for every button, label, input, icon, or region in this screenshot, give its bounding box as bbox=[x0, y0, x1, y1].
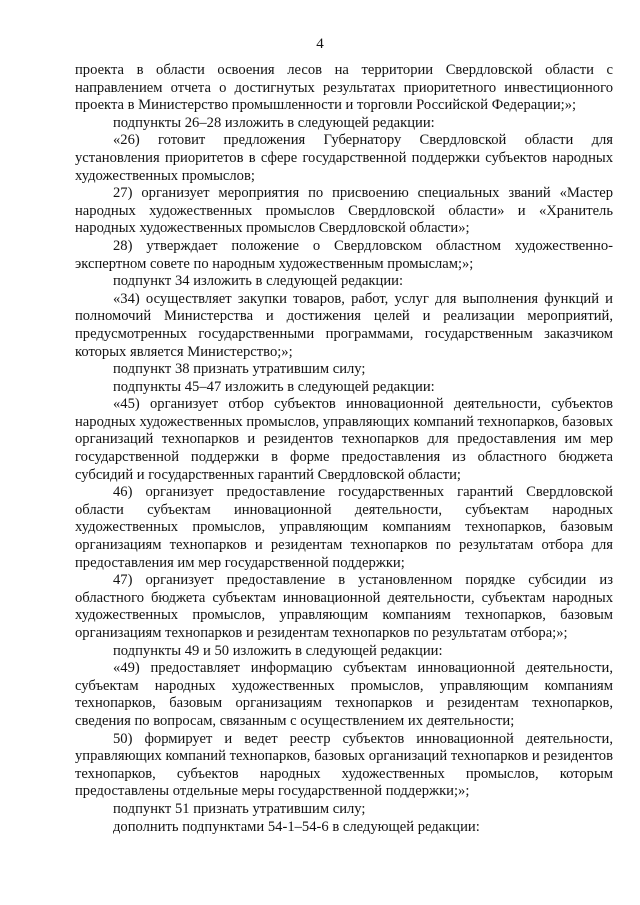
paragraph-continuation: проекта в области освоения лесов на территории Свердловской области с направлением отчета о достигнутых результатах приоритетного инвестиционного проекта в Министерство промышленности и торговли Российской Федерации;»; bbox=[75, 62, 613, 114]
paragraph-item-28: 28) утверждает положение о Свердловском областном художественно-экспертном совете по народным художественным промыслам;»; bbox=[75, 237, 613, 272]
paragraph-instruction-34: подпункт 34 изложить в следующей редакции: bbox=[113, 273, 404, 290]
paragraph-item-26: «26) готовит предложения Губернатору Свердловской области для установления приоритетов в сфере государственной поддержки субъектов народных художественных промыслов; bbox=[75, 132, 613, 184]
paragraph-item-45: «45) организует отбор субъектов инновационной деятельности, субъектов народных художественных промыслов, управляющих компаний технопарков, базовых организаций технопарков и резидентов технопарков для предоставления им мер государственной поддержки в форме предоставления из областного бюджета субсидий и государственных гарантий Свердловской области; bbox=[75, 396, 613, 483]
paragraph-instruction-26-28: подпункты 26–28 изложить в следующей редакции: bbox=[113, 114, 435, 131]
paragraph-item-27: 27) организует мероприятия по присвоению специальных званий «Мастер народных художественных промыслов Свердловской области» и «Хранитель народных художественных промыслов Свердловской области»; bbox=[75, 185, 613, 237]
paragraph-instruction-45-47: подпункты 45–47 изложить в следующей редакции: bbox=[113, 378, 435, 395]
page-number: 4 bbox=[316, 36, 324, 52]
paragraph-instruction-38: подпункт 38 признать утратившим силу; bbox=[113, 361, 366, 378]
paragraph-instruction-51: подпункт 51 признать утратившим силу; bbox=[113, 800, 366, 817]
paragraph-item-47: 47) организует предоставление в установленном порядке субсидии из областного бюджета субъектам инновационной деятельности, субъектам народных художественных промыслов, управляющим компаниям технопарков, базовым организациям технопарков и резидентам технопарков по результатам отбора;»; bbox=[75, 572, 613, 641]
paragraph-item-34: «34) осуществляет закупки товаров, работ, услуг для выполнения функций и полномочий Министерства и достижения целей и реализации мероприятий, предусмотренных государственными программами, государственным заказчиком которых является Министерство;»; bbox=[75, 290, 613, 360]
paragraph-instruction-49-50: подпункты 49 и 50 изложить в следующей редакции: bbox=[113, 642, 443, 659]
paragraph-item-50: 50) формирует и ведет реестр субъектов инновационной деятельности, управляющих компаний технопарков, базовых организаций технопарков и резидентов технопарков, субъектов народных художественных промыслов, которым предоставлены отдельные меры государственной поддержки;»; bbox=[75, 730, 613, 800]
document-body bbox=[75, 62, 613, 836]
paragraph-item-49: «49) предоставляет информацию субъектам инновационной деятельности, субъектам народных художественных промыслов, управляющим компаниям технопарков, базовым организациям технопарков и резидентам технопарков, сведения по вопросам, связанным с осуществлением их деятельности; bbox=[75, 660, 613, 729]
paragraph-item-46: 46) организует предоставление государственных гарантий Свердловской области субъектам инновационной деятельности, субъектам народных художественных промыслов, управляющим компаниям технопарков, базовым организациям технопарков и резидентам технопарков по результатам отбора для предоставления им мер государственной поддержки; bbox=[75, 484, 613, 571]
paragraph-instruction-54: дополнить подпунктами 54-1–54-6 в следующей редакции: bbox=[113, 818, 480, 835]
